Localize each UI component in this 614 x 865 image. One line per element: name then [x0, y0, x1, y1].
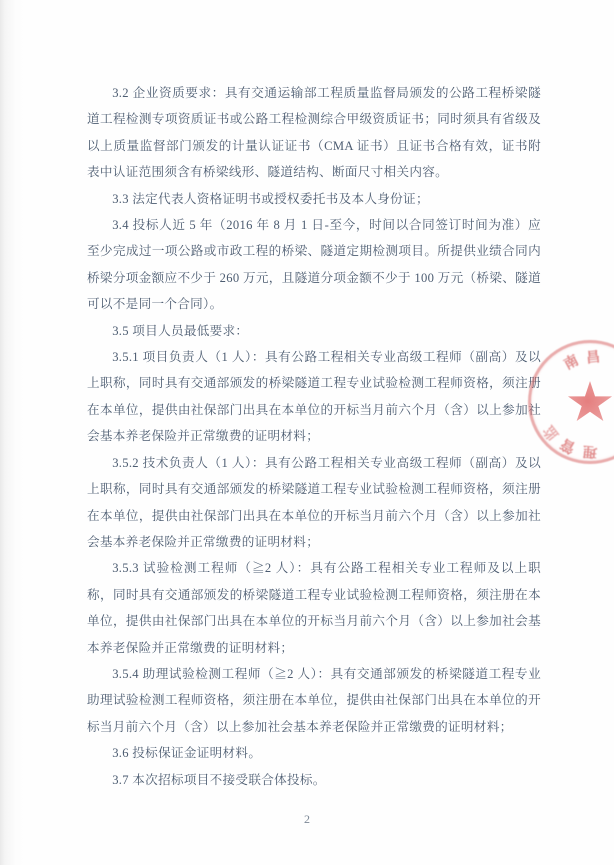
paragraph-3-5-2: 3.5.2 技术负责人（1 人）：具有公路工程相关专业高级工程师（副高）及以上职称，同时具有交通部颁发的桥梁隧道工程专业试验检测工程师资格，须注册在本单位，提供由社保部门出具在本单位的开标当月前六个月（含）以上参加社会基本养老保险并正常缴费的证明材料；: [87, 455, 541, 549]
seal-char: 监: [541, 421, 563, 443]
paragraph-3-3: 3.3 法定代表人资格证明书或授权委托书及本人身份证；: [112, 191, 429, 206]
paragraph-3-5: 3.5 项目人员最低要求：: [112, 323, 249, 338]
paragraph-3-4: 3.4 投标人近 5 年（2016 年 8 月 1 日-至今，时间以合同签订时间为准）应至少完成过一项公路或市政工程的桥梁、隧道定期检测项目。所提供业绩合同内桥梁分项金额应不少于 260 万元，且隧道分项金额不少于 100 万元（桥梁、隧道可以不是同一个合同）。: [87, 218, 541, 312]
paragraph-3-5-4: 3.5.4 助理试验检测工程师（≧2 人）：具有交通部颁发的桥梁隧道工程专业助理试验检测工程师资格，须注册在本单位，提供由社保部门出具在本单位的开标当月前六个月（含）以上参加社会基本养老保险并正常缴费的证明材料；: [87, 666, 541, 734]
paragraph-3-6: 3.6 投标保证金证明材料。: [112, 746, 262, 761]
seal-char: 理: [582, 442, 598, 459]
star-icon: [567, 381, 613, 425]
paragraph-3-7: 3.7 本次招标项目不接受联合体投标。: [112, 772, 326, 787]
paragraph-3-2: 3.2 企业资质要求：具有交通运输部工程质量监督局颁发的公路工程桥梁隧道工程检测专项资质证书或公路工程检测综合甲级资质证书；同时须具有省级及以上质量监督部门颁发的计量认证证书（CMA 证书）且证书合格有效，证书附表中认证范围须含有桥梁线形、隧道结构、断面尺寸相关内容。: [87, 86, 541, 180]
seal-char: 南: [562, 353, 582, 374]
paragraph-3-5-1: 3.5.1 项目负责人（1 人）：具有公路工程相关专业高级工程师（副高）及以上职称，同时具有交通部颁发的桥梁隧道工程专业试验检测工程师资格，须注册在本单位，提供由社保部门出具在本单位的开标当月前六个月（含）以上参加社会基本养老保险并正常缴费的证明材料；: [87, 350, 541, 444]
paragraph-3-5-3: 3.5.3 试验检测工程师（≧2 人）：具有公路工程相关专业工程师及以上职称，同时具有交通部颁发的桥梁隧道工程专业试验检测工程师资格，须注册在本单位，提供由社保部门出具在本单位的开标当月前六个月（含）以上参加社会基本养老保险并正常缴费的证明材料；: [87, 561, 541, 655]
seal-char: 昌: [585, 350, 601, 367]
page-number: 2: [304, 812, 310, 826]
seal-char: 管: [558, 434, 579, 455]
document-body: [87, 80, 541, 793]
